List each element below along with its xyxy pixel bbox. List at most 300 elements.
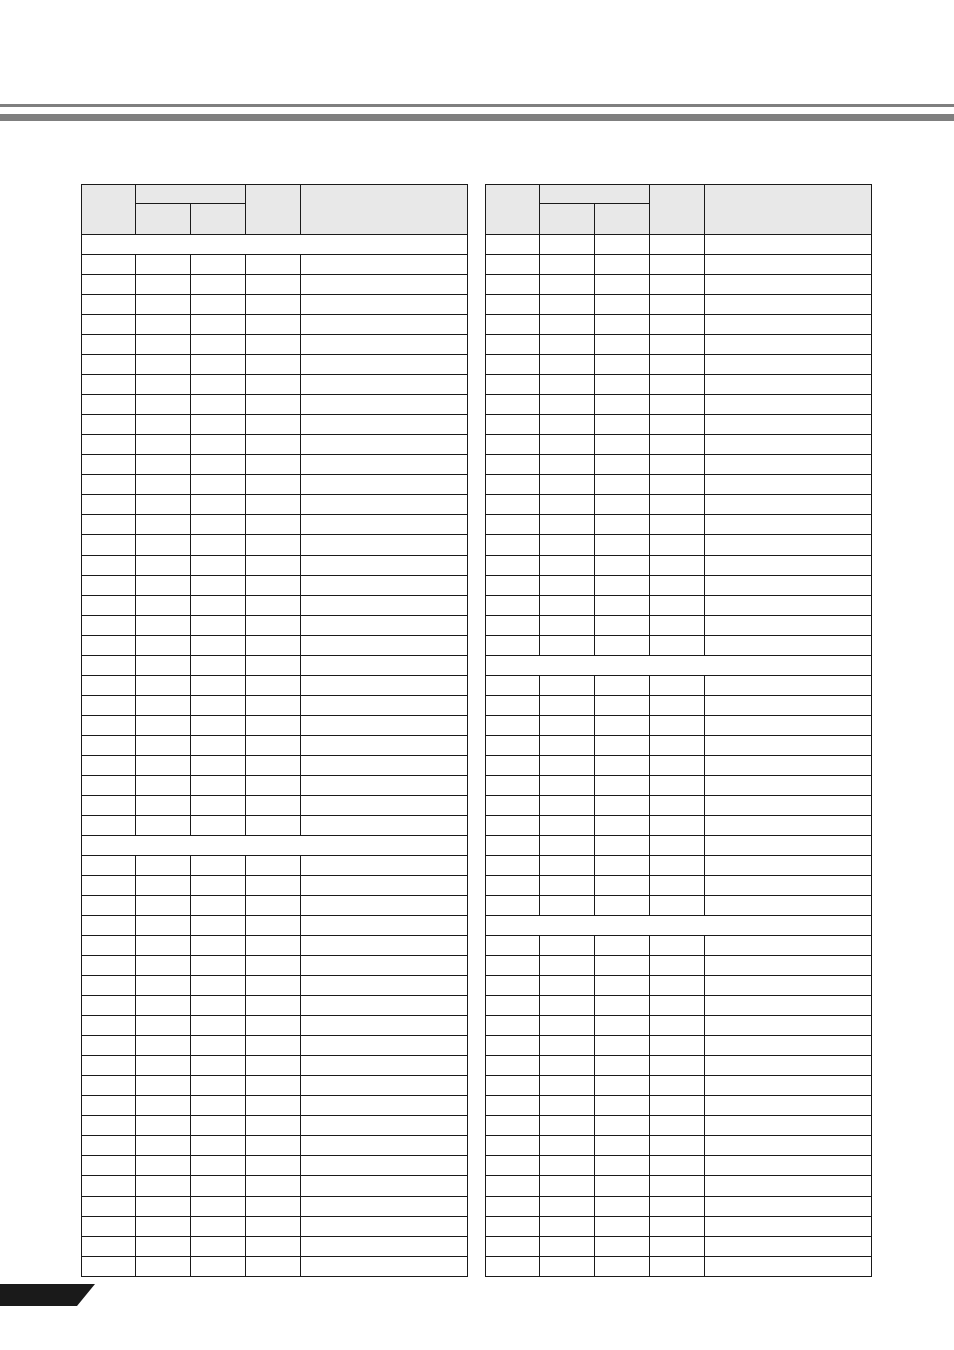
table-row: [82, 855, 468, 875]
table-cell: [540, 695, 595, 715]
table-cell: [705, 735, 872, 755]
table-cell: [595, 1256, 650, 1276]
table-cell: [136, 455, 191, 475]
table-cell: [486, 735, 540, 755]
table-row: [82, 655, 468, 675]
table-cell: [136, 1116, 191, 1136]
table-cell: [301, 595, 468, 615]
table-cell: [650, 855, 705, 875]
table-cell: [595, 1156, 650, 1176]
table-cell: [136, 675, 191, 695]
table-cell: [246, 896, 301, 916]
table-cell: [246, 275, 301, 295]
table-cell: [191, 375, 246, 395]
table-cell: [486, 876, 540, 896]
table-cell: [246, 1016, 301, 1036]
column-header: [136, 204, 191, 235]
table-cell: [191, 1016, 246, 1036]
table-cell: [301, 855, 468, 875]
table-cell: [82, 595, 136, 615]
table-cell: [82, 635, 136, 655]
table-cell: [82, 1196, 136, 1216]
table-cell: [301, 896, 468, 916]
table-cell: [705, 775, 872, 795]
table-cell: [650, 775, 705, 795]
table-cell: [540, 555, 595, 575]
table-cell: [136, 1056, 191, 1076]
table-cell: [136, 1196, 191, 1216]
table-cell: [486, 896, 540, 916]
table-cell: [486, 976, 540, 996]
table-row: [486, 1156, 872, 1176]
table-cell: [540, 936, 595, 956]
table-cell: [705, 1236, 872, 1256]
table-cell: [191, 1196, 246, 1216]
table-cell: [486, 435, 540, 455]
table-cell: [595, 435, 650, 455]
table-cell: [191, 1236, 246, 1256]
table-row: [486, 475, 872, 495]
section-cell: [486, 655, 872, 675]
table-row: [486, 575, 872, 595]
table-cell: [136, 876, 191, 896]
table-cell: [82, 956, 136, 976]
table-row: [486, 415, 872, 435]
table-cell: [246, 976, 301, 996]
table-cell: [486, 635, 540, 655]
table-cell: [301, 1096, 468, 1116]
table-row: [82, 976, 468, 996]
table-cell: [301, 435, 468, 455]
table-cell: [82, 1256, 136, 1276]
table-cell: [540, 455, 595, 475]
column-header: [486, 185, 540, 235]
header-rule-thin: [0, 104, 954, 107]
table-row: [82, 555, 468, 575]
table-cell: [246, 1216, 301, 1236]
table-cell: [650, 275, 705, 295]
table-cell: [595, 755, 650, 775]
table-cell: [540, 435, 595, 455]
table-left: [81, 184, 468, 1277]
table-cell: [136, 1096, 191, 1116]
table-cell: [191, 755, 246, 775]
table-cell: [650, 295, 705, 315]
table-row: [486, 275, 872, 295]
table-cell: [191, 815, 246, 835]
table-cell: [486, 1036, 540, 1056]
table-cell: [650, 835, 705, 855]
table-cell: [136, 956, 191, 976]
table-cell: [486, 375, 540, 395]
table-cell: [650, 235, 705, 255]
table-cell: [82, 1236, 136, 1256]
table-cell: [650, 936, 705, 956]
table-row: [486, 1136, 872, 1156]
table-cell: [595, 1116, 650, 1136]
table-row: [486, 896, 872, 916]
table-cell: [595, 255, 650, 275]
table-cell: [301, 996, 468, 1016]
table-cell: [595, 956, 650, 976]
table-cell: [246, 876, 301, 896]
table-cell: [191, 1096, 246, 1116]
table-cell: [540, 235, 595, 255]
table-row: [486, 735, 872, 755]
table-cell: [540, 515, 595, 535]
table-cell: [540, 1116, 595, 1136]
table-cell: [540, 876, 595, 896]
table-cell: [82, 1136, 136, 1156]
table-cell: [486, 1116, 540, 1136]
table-cell: [301, 535, 468, 555]
table-cell: [301, 1236, 468, 1256]
table-cell: [136, 535, 191, 555]
table-cell: [705, 976, 872, 996]
table-cell: [136, 355, 191, 375]
table-row: [486, 976, 872, 996]
table-cell: [650, 1096, 705, 1116]
table-cell: [540, 475, 595, 495]
table-cell: [540, 295, 595, 315]
table-row: [82, 315, 468, 335]
table-cell: [136, 755, 191, 775]
table-cell: [136, 435, 191, 455]
table-cell: [540, 735, 595, 755]
table-cell: [540, 715, 595, 735]
table-cell: [486, 335, 540, 355]
table-row: [82, 1256, 468, 1276]
table-cell: [136, 1176, 191, 1196]
table-cell: [595, 555, 650, 575]
table-cell: [540, 495, 595, 515]
table-cell: [301, 976, 468, 996]
table-row: [82, 1136, 468, 1156]
page-tab-shape: [0, 1284, 100, 1306]
table-cell: [191, 435, 246, 455]
table-cell: [301, 675, 468, 695]
table-cell: [540, 835, 595, 855]
table-cell: [246, 936, 301, 956]
table-cell: [136, 695, 191, 715]
table-cell: [705, 435, 872, 455]
page-tab: [0, 1284, 100, 1306]
table-cell: [191, 795, 246, 815]
table-cell: [540, 755, 595, 775]
table-cell: [301, 655, 468, 675]
table-cell: [301, 1156, 468, 1176]
table-cell: [650, 1136, 705, 1156]
column-header: [82, 185, 136, 235]
table-cell: [301, 375, 468, 395]
table-cell: [650, 735, 705, 755]
table-cell: [301, 255, 468, 275]
table-row: [82, 575, 468, 595]
table-cell: [136, 575, 191, 595]
table-cell: [595, 1076, 650, 1096]
table-cell: [301, 1036, 468, 1056]
table-cell: [82, 535, 136, 555]
table-row: [82, 1076, 468, 1096]
table-row: [486, 295, 872, 315]
table-row: [486, 1236, 872, 1256]
table-row: [82, 375, 468, 395]
table-cell: [246, 815, 301, 835]
table-cell: [705, 415, 872, 435]
table-cell: [82, 355, 136, 375]
table-cell: [301, 755, 468, 775]
table-cell: [82, 335, 136, 355]
column-header: [705, 185, 872, 235]
table-cell: [705, 495, 872, 515]
table-cell: [82, 855, 136, 875]
section-cell: [82, 835, 468, 855]
table-cell: [486, 315, 540, 335]
table-row: [82, 956, 468, 976]
table-cell: [705, 1116, 872, 1136]
section-row: [82, 235, 468, 255]
table-cell: [82, 1076, 136, 1096]
table-cell: [246, 455, 301, 475]
table-cell: [595, 375, 650, 395]
table-cell: [540, 415, 595, 435]
table-cell: [82, 1016, 136, 1036]
table-right: [485, 184, 872, 1277]
table-row: [82, 815, 468, 835]
table-cell: [486, 1256, 540, 1276]
table-cell: [246, 1256, 301, 1276]
table-cell: [705, 595, 872, 615]
table-row: [486, 255, 872, 275]
table-cell: [705, 375, 872, 395]
table-cell: [136, 1036, 191, 1056]
table-row: [82, 1016, 468, 1036]
table-row: [486, 755, 872, 775]
table-row: [486, 435, 872, 455]
table-cell: [136, 475, 191, 495]
table-cell: [486, 1096, 540, 1116]
table-cell: [136, 1216, 191, 1236]
table-row: [82, 295, 468, 315]
table-cell: [705, 455, 872, 475]
table-cell: [486, 835, 540, 855]
table-cell: [705, 695, 872, 715]
table-cell: [595, 976, 650, 996]
table-cell: [82, 395, 136, 415]
table-cell: [540, 1256, 595, 1276]
table-cell: [595, 735, 650, 755]
table-cell: [595, 615, 650, 635]
table-cell: [486, 1196, 540, 1216]
table-cell: [540, 1156, 595, 1176]
table-cell: [486, 1156, 540, 1176]
table-row: [486, 495, 872, 515]
table-cell: [650, 1016, 705, 1036]
table-cell: [136, 415, 191, 435]
table-cell: [595, 415, 650, 435]
table-cell: [82, 515, 136, 535]
table-cell: [246, 615, 301, 635]
table-cell: [705, 275, 872, 295]
section-row: [486, 655, 872, 675]
table-cell: [301, 415, 468, 435]
table-cell: [650, 415, 705, 435]
table-cell: [540, 1216, 595, 1236]
table-cell: [136, 495, 191, 515]
table-cell: [246, 1236, 301, 1256]
table-cell: [705, 535, 872, 555]
column-header: [650, 185, 705, 235]
table-row: [486, 335, 872, 355]
table-row: [486, 1036, 872, 1056]
table-cell: [650, 1216, 705, 1236]
table-cell: [301, 1076, 468, 1096]
table-cell: [82, 715, 136, 735]
table-cell: [246, 1176, 301, 1196]
table-cell: [595, 275, 650, 295]
table-cell: [705, 715, 872, 735]
table-cell: [301, 515, 468, 535]
table-cell: [191, 1116, 246, 1136]
table-cell: [650, 815, 705, 835]
table-cell: [246, 495, 301, 515]
table-cell: [705, 835, 872, 855]
table-cell: [486, 615, 540, 635]
table-cell: [540, 815, 595, 835]
table-cell: [486, 1136, 540, 1156]
table-cell: [650, 1236, 705, 1256]
table-cell: [246, 1096, 301, 1116]
table-cell: [486, 715, 540, 735]
table-cell: [191, 335, 246, 355]
table-cell: [705, 575, 872, 595]
table-cell: [191, 936, 246, 956]
table-row: [82, 735, 468, 755]
table-cell: [595, 575, 650, 595]
table-cell: [705, 795, 872, 815]
column-header: [246, 185, 301, 235]
table-cell: [301, 1196, 468, 1216]
table-cell: [705, 956, 872, 976]
table-cell: [650, 1036, 705, 1056]
table-cell: [650, 695, 705, 715]
table-cell: [191, 455, 246, 475]
table-cell: [595, 695, 650, 715]
table-row: [486, 235, 872, 255]
table-cell: [191, 535, 246, 555]
table-cell: [486, 495, 540, 515]
table-row: [486, 515, 872, 535]
table-cell: [301, 695, 468, 715]
table-cell: [82, 916, 136, 936]
table-cell: [191, 896, 246, 916]
table-cell: [246, 755, 301, 775]
table-cell: [486, 235, 540, 255]
table-cell: [191, 1216, 246, 1236]
column-header: [191, 204, 246, 235]
table-row: [82, 755, 468, 775]
table-cell: [486, 395, 540, 415]
column-group-header: [136, 185, 246, 204]
table-cell: [650, 1156, 705, 1176]
table-cell: [486, 675, 540, 695]
table-cell: [82, 936, 136, 956]
table-cell: [650, 555, 705, 575]
table-cell: [301, 555, 468, 575]
table-cell: [136, 976, 191, 996]
table-cell: [486, 795, 540, 815]
table-cell: [486, 1236, 540, 1256]
table-row: [82, 795, 468, 815]
table-cell: [136, 375, 191, 395]
table-row: [82, 615, 468, 635]
table-row: [486, 675, 872, 695]
table-cell: [82, 1116, 136, 1136]
table-cell: [540, 275, 595, 295]
table-row: [82, 896, 468, 916]
table-cell: [191, 976, 246, 996]
table-cell: [136, 615, 191, 635]
table-cell: [191, 395, 246, 415]
table-cell: [540, 1096, 595, 1116]
table-cell: [82, 475, 136, 495]
table-row: [82, 1156, 468, 1176]
table-cell: [301, 295, 468, 315]
table-cell: [595, 395, 650, 415]
table-cell: [301, 475, 468, 495]
table-cell: [486, 755, 540, 775]
table-cell: [650, 1076, 705, 1096]
table-cell: [82, 575, 136, 595]
section-cell: [486, 916, 872, 936]
table-cell: [705, 315, 872, 335]
table-cell: [705, 235, 872, 255]
table-header: [82, 185, 468, 235]
table-cell: [136, 996, 191, 1016]
table-row: [82, 876, 468, 896]
table-cell: [595, 936, 650, 956]
table-row: [82, 996, 468, 1016]
table-row: [82, 515, 468, 535]
table-row: [486, 1256, 872, 1276]
table-cell: [82, 1156, 136, 1176]
table-row: [486, 956, 872, 976]
section-row: [486, 916, 872, 936]
table-cell: [705, 555, 872, 575]
table-cell: [246, 1056, 301, 1076]
table-cell: [82, 315, 136, 335]
table-cell: [650, 535, 705, 555]
table-cell: [650, 896, 705, 916]
table-cell: [650, 315, 705, 335]
table-cell: [82, 375, 136, 395]
table-cell: [595, 835, 650, 855]
table-cell: [540, 1176, 595, 1196]
table-cell: [595, 495, 650, 515]
table-cell: [705, 335, 872, 355]
table-cell: [191, 876, 246, 896]
table-cell: [246, 735, 301, 755]
table-cell: [540, 795, 595, 815]
table-cell: [540, 775, 595, 795]
table-cell: [595, 876, 650, 896]
table-cell: [540, 976, 595, 996]
table-cell: [486, 936, 540, 956]
table-cell: [595, 1196, 650, 1216]
table-cell: [82, 735, 136, 755]
table-cell: [82, 1036, 136, 1056]
table-cell: [191, 855, 246, 875]
